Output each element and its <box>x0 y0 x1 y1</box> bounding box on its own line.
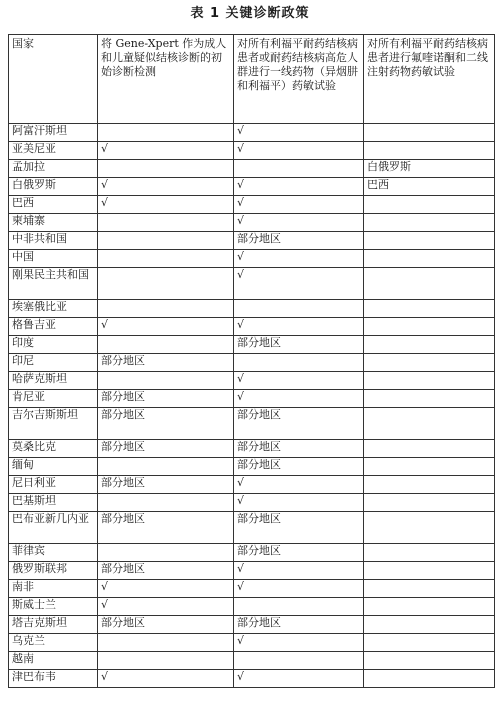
cell-country: 柬埔寨 <box>9 214 98 232</box>
cell-first-line-dst: 部分地区 <box>234 408 364 440</box>
cell-country: 吉尔吉斯斯坦 <box>9 408 98 440</box>
cell-country: 缅甸 <box>9 458 98 476</box>
diagnostic-policy-table <box>8 34 495 688</box>
cell-country: 越南 <box>9 652 98 670</box>
cell-first-line-dst <box>234 354 364 372</box>
table-row <box>9 178 495 196</box>
cell-country: 中国 <box>9 250 98 268</box>
cell-country: 白俄罗斯 <box>9 178 98 196</box>
table-row <box>9 616 495 634</box>
table-row <box>9 250 495 268</box>
table-row <box>9 494 495 512</box>
cell-genexpert: √ <box>98 178 234 196</box>
cell-country: 印度 <box>9 336 98 354</box>
cell-genexpert: √ <box>98 196 234 214</box>
cell-country: 刚果民主共和国 <box>9 268 98 300</box>
table-row <box>9 268 495 300</box>
table-row <box>9 476 495 494</box>
cell-genexpert: 部分地区 <box>98 476 234 494</box>
cell-second-line-dst <box>364 476 495 494</box>
table-row <box>9 652 495 670</box>
cell-country: 莫桑比克 <box>9 440 98 458</box>
cell-country: 乌克兰 <box>9 634 98 652</box>
cell-second-line-dst <box>364 408 495 440</box>
cell-genexpert: 部分地区 <box>98 562 234 580</box>
cell-genexpert: √ <box>98 142 234 160</box>
cell-first-line-dst: √ <box>234 562 364 580</box>
table-row <box>9 372 495 390</box>
cell-genexpert: 部分地区 <box>98 390 234 408</box>
table-row <box>9 408 495 440</box>
cell-first-line-dst: √ <box>234 318 364 336</box>
cell-country: 俄罗斯联邦 <box>9 562 98 580</box>
header-first-line-dst: 对所有利福平耐药结核病患者或耐药结核病高危人群进行一线药物（异烟肼和利福平）药敏试验 <box>234 35 364 124</box>
header-genexpert: 将 Gene-Xpert 作为成人和儿童疑似结核诊断的初始诊断检测 <box>98 35 234 124</box>
table-row <box>9 544 495 562</box>
cell-country: 菲律宾 <box>9 544 98 562</box>
table-row <box>9 300 495 318</box>
cell-country: 中非共和国 <box>9 232 98 250</box>
cell-genexpert <box>98 652 234 670</box>
cell-second-line-dst <box>364 440 495 458</box>
cell-first-line-dst: 部分地区 <box>234 440 364 458</box>
cell-first-line-dst: 部分地区 <box>234 512 364 544</box>
header-row <box>9 35 495 124</box>
cell-country: 斯威士兰 <box>9 598 98 616</box>
cell-second-line-dst <box>364 562 495 580</box>
cell-country: 印尼 <box>9 354 98 372</box>
cell-genexpert <box>98 634 234 652</box>
cell-first-line-dst: 部分地区 <box>234 458 364 476</box>
table-row <box>9 670 495 688</box>
cell-second-line-dst <box>364 232 495 250</box>
cell-country: 阿富汗斯坦 <box>9 124 98 142</box>
table-row <box>9 512 495 544</box>
cell-genexpert <box>98 124 234 142</box>
cell-genexpert <box>98 372 234 390</box>
cell-first-line-dst <box>234 160 364 178</box>
table-row <box>9 390 495 408</box>
cell-genexpert <box>98 494 234 512</box>
cell-second-line-dst <box>364 196 495 214</box>
table-row <box>9 214 495 232</box>
cell-second-line-dst <box>364 354 495 372</box>
cell-first-line-dst: √ <box>234 214 364 232</box>
cell-country: 塔吉克斯坦 <box>9 616 98 634</box>
cell-country: 南非 <box>9 580 98 598</box>
cell-genexpert: 部分地区 <box>98 440 234 458</box>
cell-second-line-dst <box>364 336 495 354</box>
table-row <box>9 634 495 652</box>
cell-genexpert: √ <box>98 318 234 336</box>
cell-first-line-dst: 部分地区 <box>234 616 364 634</box>
header-country: 国家 <box>9 35 98 124</box>
table-row <box>9 318 495 336</box>
cell-genexpert: 部分地区 <box>98 616 234 634</box>
table-row <box>9 142 495 160</box>
cell-genexpert: √ <box>98 580 234 598</box>
cell-first-line-dst: √ <box>234 476 364 494</box>
cell-genexpert <box>98 544 234 562</box>
cell-second-line-dst <box>364 214 495 232</box>
cell-genexpert <box>98 232 234 250</box>
cell-country: 巴西 <box>9 196 98 214</box>
cell-first-line-dst: 部分地区 <box>234 232 364 250</box>
cell-genexpert <box>98 250 234 268</box>
cell-second-line-dst: 白俄罗斯 <box>364 160 495 178</box>
table-row <box>9 160 495 178</box>
cell-first-line-dst: 部分地区 <box>234 544 364 562</box>
table-caption: 表 1 关键诊断政策 <box>190 6 310 21</box>
table-row <box>9 354 495 372</box>
cell-genexpert <box>98 336 234 354</box>
cell-genexpert <box>98 160 234 178</box>
cell-first-line-dst: √ <box>234 390 364 408</box>
cell-first-line-dst: √ <box>234 494 364 512</box>
cell-second-line-dst <box>364 300 495 318</box>
cell-second-line-dst <box>364 250 495 268</box>
cell-country: 肯尼亚 <box>9 390 98 408</box>
cell-country: 埃塞俄比亚 <box>9 300 98 318</box>
cell-genexpert <box>98 268 234 300</box>
cell-second-line-dst <box>364 318 495 336</box>
cell-genexpert <box>98 300 234 318</box>
cell-second-line-dst <box>364 124 495 142</box>
header-second-line-dst: 对所有利福平耐药结核病患者进行氟喹诺酮和二线注射药物药敏试验 <box>364 35 495 124</box>
cell-genexpert: √ <box>98 670 234 688</box>
cell-second-line-dst <box>364 268 495 300</box>
table-row <box>9 232 495 250</box>
table-row <box>9 458 495 476</box>
cell-second-line-dst <box>364 670 495 688</box>
cell-genexpert: √ <box>98 598 234 616</box>
cell-first-line-dst: 部分地区 <box>234 336 364 354</box>
cell-second-line-dst <box>364 544 495 562</box>
cell-second-line-dst <box>364 598 495 616</box>
cell-second-line-dst <box>364 634 495 652</box>
cell-first-line-dst <box>234 652 364 670</box>
table-row <box>9 580 495 598</box>
table-row <box>9 598 495 616</box>
cell-first-line-dst: √ <box>234 670 364 688</box>
table-row <box>9 562 495 580</box>
cell-second-line-dst <box>364 372 495 390</box>
cell-second-line-dst <box>364 512 495 544</box>
cell-second-line-dst <box>364 616 495 634</box>
cell-first-line-dst: √ <box>234 580 364 598</box>
cell-first-line-dst: √ <box>234 196 364 214</box>
cell-country: 孟加拉 <box>9 160 98 178</box>
cell-second-line-dst <box>364 142 495 160</box>
cell-country: 巴基斯坦 <box>9 494 98 512</box>
cell-country: 巴布亚新几内亚 <box>9 512 98 544</box>
cell-first-line-dst: √ <box>234 268 364 300</box>
table-row <box>9 124 495 142</box>
cell-first-line-dst: √ <box>234 372 364 390</box>
cell-genexpert <box>98 214 234 232</box>
table-row <box>9 196 495 214</box>
cell-first-line-dst: √ <box>234 250 364 268</box>
cell-first-line-dst <box>234 598 364 616</box>
cell-genexpert: 部分地区 <box>98 512 234 544</box>
cell-genexpert: 部分地区 <box>98 354 234 372</box>
cell-country: 格鲁吉亚 <box>9 318 98 336</box>
cell-second-line-dst <box>364 390 495 408</box>
cell-second-line-dst <box>364 494 495 512</box>
cell-second-line-dst <box>364 580 495 598</box>
table-row <box>9 336 495 354</box>
cell-country: 亚美尼亚 <box>9 142 98 160</box>
cell-second-line-dst <box>364 458 495 476</box>
cell-second-line-dst <box>364 652 495 670</box>
cell-genexpert: 部分地区 <box>98 408 234 440</box>
table-row <box>9 440 495 458</box>
cell-first-line-dst: √ <box>234 634 364 652</box>
cell-country: 津巴布韦 <box>9 670 98 688</box>
cell-first-line-dst: √ <box>234 178 364 196</box>
cell-first-line-dst: √ <box>234 124 364 142</box>
cell-first-line-dst <box>234 300 364 318</box>
cell-second-line-dst: 巴西 <box>364 178 495 196</box>
cell-first-line-dst: √ <box>234 142 364 160</box>
cell-genexpert <box>98 458 234 476</box>
cell-country: 尼日利亚 <box>9 476 98 494</box>
cell-country: 哈萨克斯坦 <box>9 372 98 390</box>
